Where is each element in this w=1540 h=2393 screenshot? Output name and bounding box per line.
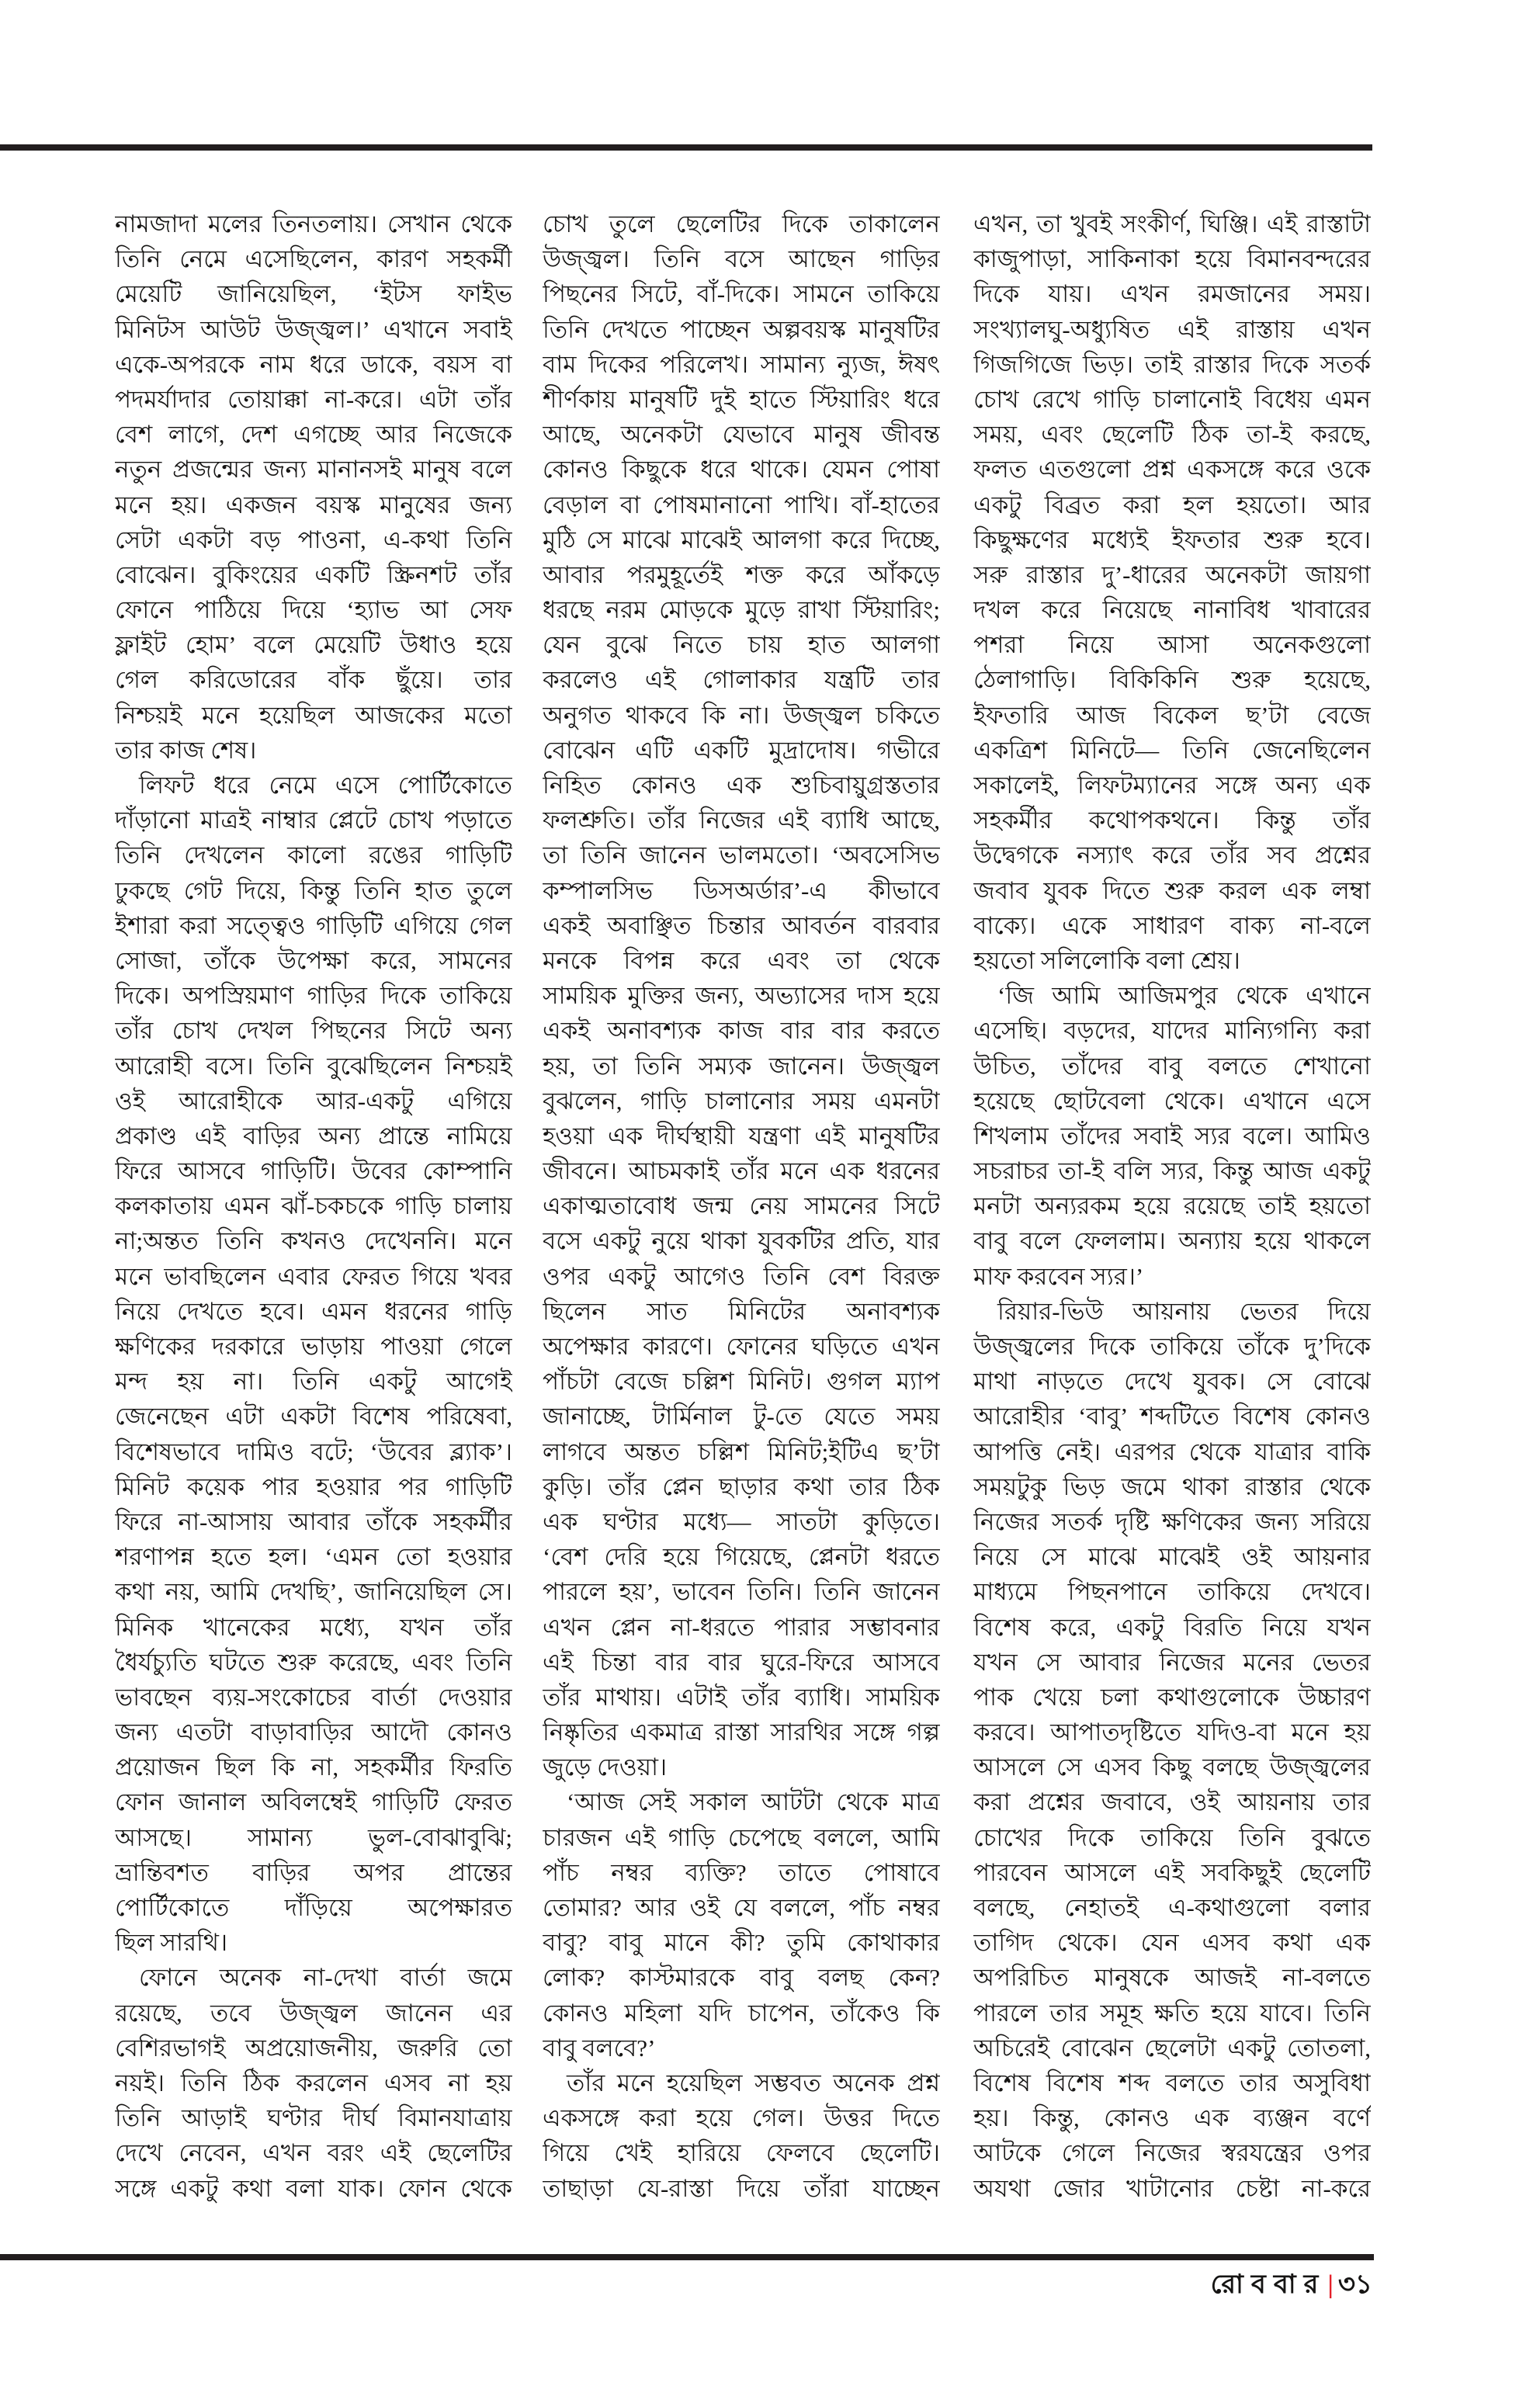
text-line: মনকে বিপন্ন করে এবং তা থেকে	[543, 946, 940, 974]
text-line: মিনিটস আউট উজ্জ্বল।’ এখানে সবাই	[115, 315, 512, 343]
text-line: নিয়ে সে মাঝে মাঝেই ওই আয়নার	[973, 1543, 1371, 1571]
text-line: ফ্লাইট হোম’ বলে মেয়েটি উধাও হয়ে	[115, 631, 512, 659]
text-line: নিশ্চয়ই মনে হয়েছিল আজকের মতো	[115, 701, 512, 729]
footer-divider: |	[1327, 2270, 1334, 2299]
text-line: নিহিত কোনও এক শুচিবায়ুগ্রস্ততার	[543, 772, 940, 799]
text-line: ফোন জানাল অবিলম্বেই গাড়িটি ফেরত	[115, 1788, 512, 1816]
text-line: সহকর্মীর কথোপকথনে। কিন্তু তাঁর	[973, 806, 1371, 834]
magazine-name: রোববার	[1210, 2270, 1327, 2299]
text-line: উদ্বেগকে নস্যাৎ করে তাঁর সব প্রশ্নের	[973, 841, 1371, 869]
text-line: পোর্টিকোতে দাঁড়িয়ে অপেক্ষারত	[115, 1894, 512, 1921]
text-line: মাফ করবেন স্যর।’	[973, 1262, 1144, 1290]
text-line: বোঝেন। বুকিংয়ের একটি স্ক্রিনশট তাঁর	[115, 560, 512, 588]
text-line: সাময়িক মুক্তির জন্য, অভ্যাসের দাস হয়ে	[543, 982, 940, 1010]
text-line: জবাব যুবক দিতে শুরু করল এক লম্বা	[973, 876, 1371, 904]
text-line: ঠেলাগাড়ি। বিকিকিনি শুরু হয়েছে,	[973, 666, 1371, 694]
text-line: দেখে নেবেন, এখন বরং এই ছেলেটির	[115, 2139, 512, 2167]
text-line: জুড়ে দেওয়া।	[543, 1753, 668, 1781]
text-line: বাম দিকের পরিলেখ। সামান্য ন্যুজ, ঈষৎ	[543, 350, 940, 378]
text-line: এসেছি। বড়দের, যাদের মান্যিগন্যি করা	[973, 1017, 1371, 1045]
page-footer	[0, 2268, 1372, 2302]
text-line: মনটা অন্যরকম হয়ে রয়েছে তাই হয়তো	[973, 1192, 1371, 1220]
text-line: রিয়ার-ভিউ আয়নায় ভেতর দিয়ে	[973, 1297, 1371, 1325]
text-line: তাগিদ থেকে। যেন এসব কথা এক	[973, 1929, 1371, 1957]
text-line: অযথা জোর খাটানোর চেষ্টা না-করে	[973, 2174, 1371, 2202]
text-line: ক্ষণিকের দরকারে ভাড়ায় পাওয়া গেলে	[115, 1333, 512, 1360]
text-column-right	[973, 206, 1371, 2225]
text-line: মাধ্যমে পিছনপানে তাকিয়ে দেখবে।	[973, 1578, 1371, 1606]
text-line: যখন সে আবার নিজের মনের ভেতর	[973, 1648, 1371, 1676]
text-line: বলছে, নেহাতই এ-কথাগুলো বলার	[973, 1894, 1371, 1921]
text-line: পদমর্যাদার তোয়াক্কা না-করে। এটা তাঁর	[115, 385, 512, 413]
text-line: উচিত, তাঁদের বাবু বলতে শেখানো	[973, 1052, 1371, 1080]
text-line: অচিরেই বোঝেন ছেলেটা একটু তোতলা,	[973, 2034, 1371, 2062]
text-line: জীবনে। আচমকাই তাঁর মনে এক ধরনের	[543, 1157, 940, 1185]
text-column-middle	[543, 206, 940, 2225]
text-line: সচরাচর তা-ই বলি স্যর, কিন্তু আজ একটু	[973, 1157, 1371, 1185]
text-line: জন্য এতটা বাড়াবাড়ির আদৌ কোনও	[115, 1718, 512, 1746]
text-line: তাঁর চোখ দেখল পিছনের সিটে অন্য	[115, 1017, 512, 1045]
bottom-rule	[0, 2254, 1374, 2260]
text-line: কলকাতায় এমন ঝাঁ-চকচকে গাড়ি চালায়	[115, 1192, 512, 1220]
text-line: যেন বুঝে নিতে চায় হাত আলগা	[543, 631, 940, 659]
text-line: ফোনে পাঠিয়ে দিয়ে ‘হ্যাভ আ সেফ	[115, 596, 512, 624]
text-line: করলেও এই গোলাকার যন্ত্রটি তার	[543, 666, 940, 694]
text-line: তাঁর মনে হয়েছিল সম্ভবত অনেক প্রশ্ন	[543, 2069, 940, 2096]
text-line: বিশেষ করে, একটু বিরতি নিয়ে যখন	[973, 1613, 1371, 1641]
text-line: হয়। কিন্তু, কোনও এক ব্যঞ্জন বর্ণে	[973, 2104, 1371, 2132]
text-line: লাগবে অন্তত চল্লিশ মিনিট;ইটিএ ছ’টা	[543, 1438, 940, 1465]
text-line: মেয়েটি জানিয়েছিল, ‘ইটস ফাইভ	[115, 280, 512, 308]
text-line: মনে হয়। একজন বয়স্ক মানুষের জন্য	[115, 491, 512, 518]
text-line: অনুগত থাকবে কি না। উজ্জ্বল চকিতে	[543, 701, 940, 729]
text-line: হওয়া এক দীর্ঘস্থায়ী যন্ত্রণা এই মানুষটির	[543, 1122, 940, 1150]
text-line: তা তিনি জানেন ভালমতো। ‘অবসেসিভ	[543, 841, 940, 869]
text-line: মুঠি সে মাঝে মাঝেই আলগা করে দিচ্ছে,	[543, 525, 940, 553]
text-line: তাছাড়া যে-রাস্তা দিয়ে তাঁরা যাচ্ছেন	[543, 2174, 940, 2202]
page-number: ৩১	[1337, 2270, 1372, 2299]
text-line: লোক? কাস্টমারকে বাবু বলছ কেন?	[543, 1964, 940, 1992]
text-line: একই অনাবশ্যক কাজ বার বার করতে	[543, 1017, 940, 1045]
text-line: পাঁচ নম্বর ব্যক্তি? তাতে পোষাবে	[543, 1858, 940, 1886]
text-line: আরোহী বসে। তিনি বুঝেছিলেন নিশ্চয়ই	[115, 1052, 512, 1080]
text-line: কোনও কিছুকে ধরে থাকে। যেমন পোষা	[543, 456, 940, 484]
text-line: আছে, অনেকটা যেভাবে মানুষ জীবন্ত	[543, 421, 940, 449]
text-line: করা প্রশ্নের জবাবে, ওই আয়নায় তার	[973, 1788, 1371, 1816]
text-line: আটকে গেলে নিজের স্বরযন্ত্রের ওপর	[973, 2139, 1371, 2167]
text-line: পারবেন আসলে এই সবকিছুই ছেলেটি	[973, 1858, 1371, 1886]
text-line: ছিল সারথি।	[115, 1929, 228, 1957]
text-line: আবার পরমুহূর্তেই শক্ত করে আঁকড়ে	[543, 560, 940, 588]
text-column-left	[115, 206, 512, 2225]
text-line: পারলে তার সমূহ ক্ষতি হয়ে যাবে। তিনি	[973, 1999, 1371, 2027]
text-line: দিকে। অপস্রিয়মাণ গাড়ির দিকে তাকিয়ে	[115, 982, 512, 1010]
text-line: তোমার? আর ওই যে বললে, পাঁচ নম্বর	[543, 1894, 940, 1921]
text-line: মন্দ হয় না। তিনি একটু আগেই	[115, 1368, 512, 1396]
text-line: কোনও মহিলা যদি চাপেন, তাঁকেও কি	[543, 1999, 940, 2027]
text-line: একসঙ্গে করা হয়ে গেল। উত্তর দিতে	[543, 2104, 940, 2132]
text-line: এখন, তা খুবই সংকীর্ণ, ঘিঞ্জি। এই রাস্তাটা	[973, 210, 1371, 238]
text-line: উজ্জ্বল। তিনি বসে আছেন গাড়ির	[543, 245, 940, 273]
text-line: বিশেষ বিশেষ শব্দ বলতে তার অসুবিধা	[973, 2069, 1371, 2096]
text-line: চোখের দিকে তাকিয়ে তিনি বুঝতে	[973, 1823, 1371, 1851]
text-line: জেনেছেন এটা একটা বিশেষ পরিষেবা,	[115, 1403, 512, 1431]
text-line: বেশ লাগে, দেশ এগচ্ছে আর নিজেকে	[115, 421, 512, 449]
text-line: হয়, তা তিনি সম্যক জানেন। উজ্জ্বল	[543, 1052, 940, 1080]
text-line: নিয়ে দেখতে হবে। এমন ধরনের গাড়ি	[115, 1297, 512, 1325]
text-line: চোখ রেখে গাড়ি চালানোই বিধেয় এমন	[973, 385, 1371, 413]
text-line: সরু রাস্তার দু’-ধারের অনেকটা জায়গা	[973, 560, 1371, 588]
text-line: গেল করিডোরের বাঁক ছুঁয়ে। তার	[115, 666, 512, 694]
text-line: ধরছে নরম মোড়কে মুড়ে রাখা স্টিয়ারিং;	[543, 596, 940, 624]
text-line: ফলশ্রুতি। তাঁর নিজের এই ব্যাধি আছে,	[543, 806, 940, 834]
text-line: নতুন প্রজন্মের জন্য মানানসই মানুষ বলে	[115, 456, 512, 484]
text-line: জানাচ্ছে, টার্মিনাল টু-তে যেতে সময়	[543, 1403, 940, 1431]
text-line: ‘বেশ দেরি হয়ে গিয়েছে, প্লেনটা ধরতে	[543, 1543, 940, 1571]
text-line: ফোনে অনেক না-দেখা বার্তা জমে	[115, 1964, 512, 1992]
text-line: ইশারা করা সত্ত্বেও গাড়িটি এগিয়ে গেল	[115, 911, 512, 939]
text-line: তাঁর মাথায়। এটাই তাঁর ব্যাধি। সাময়িক	[543, 1683, 940, 1711]
text-line: একে-অপরকে নাম ধরে ডাকে, বয়স বা	[115, 350, 512, 378]
text-line: প্রয়োজন ছিল কি না, সহকর্মীর ফিরতি	[115, 1753, 512, 1781]
text-line: ঢুকছে গেট দিয়ে, কিন্তু তিনি হাত তুলে	[115, 876, 512, 904]
text-line: বাবু বলে ফেললাম। অন্যায় হয়ে থাকলে	[973, 1227, 1371, 1255]
text-line: কাজুপাড়া, সাকিনাকা হয়ে বিমানবন্দরের	[973, 245, 1371, 273]
text-line: ফিরে আসবে গাড়িটি। উবের কোম্পানি	[115, 1157, 512, 1185]
text-line: একাত্মতাবোধ জন্ম নেয় সামনের সিটে	[543, 1192, 940, 1220]
text-line: দখল করে নিয়েছে নানাবিধ খাবারের	[973, 596, 1371, 624]
text-line: উজ্জ্বলের দিকে তাকিয়ে তাঁকে দু’দিকে	[973, 1333, 1371, 1360]
text-line: একত্রিশ মিনিটে— তিনি জেনেছিলেন	[973, 736, 1371, 764]
text-line: আসছে। সামান্য ভুল-বোঝাবুঝি;	[115, 1823, 512, 1851]
text-line: নিজের সতর্ক দৃষ্টি ক্ষণিকের জন্য সরিয়ে	[973, 1507, 1371, 1535]
text-line: বোঝেন এটি একটি মুদ্রাদোষ। গভীরে	[543, 736, 940, 764]
text-line: ছিলেন সাত মিনিটের অনাবশ্যক	[543, 1297, 940, 1325]
text-line: নামজাদা মলের তিনতলায়। সেখান থেকে	[115, 210, 512, 238]
text-line: তিনি দেখলেন কালো রঙের গাড়িটি	[115, 841, 512, 869]
text-line: প্রকাণ্ড এই বাড়ির অন্য প্রান্তে নামিয়ে	[115, 1122, 512, 1150]
text-line: ভ্রান্তিবশত বাড়ির অপর প্রান্তের	[115, 1858, 512, 1886]
text-line: হয়েছে ছোটবেলা থেকে। এখানে এসে	[973, 1087, 1371, 1115]
text-line: ওই আরোহীকে আর-একটু এগিয়ে	[115, 1087, 512, 1115]
text-line: দাঁড়ানো মাত্রই নাম্বার প্লেটে চোখ পড়াতে	[115, 806, 512, 834]
text-line: মিনিট কয়েক পার হওয়ার পর গাড়িটি	[115, 1472, 512, 1500]
text-line: এক ঘণ্টার মধ্যে— সাতটা কুড়িতে।	[543, 1507, 940, 1535]
text-line: কুড়ি। তাঁর প্লেন ছাড়ার কথা তার ঠিক	[543, 1472, 940, 1500]
text-line: সময়, এবং ছেলেটি ঠিক তা-ই করছে,	[973, 421, 1371, 449]
text-line: শিখলাম তাঁদের সবাই স্যর বলে। আমিও	[973, 1122, 1371, 1150]
text-line: নয়ই। তিনি ঠিক করলেন এসব না হয়	[115, 2069, 512, 2096]
text-line: মনে ভাবছিলেন এবার ফেরত গিয়ে খবর	[115, 1262, 512, 1290]
text-line: নিষ্কৃতির একমাত্র রাস্তা সারথির সঙ্গে গল্প	[543, 1718, 940, 1746]
text-line: ওপর একটু আগেও তিনি বেশ বিরক্ত	[543, 1262, 940, 1290]
text-line: বাবু বলবে?’	[543, 2034, 656, 2062]
text-line: বেশিরভাগই অপ্রয়োজনীয়, জরুরি তো	[115, 2034, 512, 2062]
text-line: চোখ তুলে ছেলেটির দিকে তাকালেন	[543, 210, 940, 238]
text-line: দিকে যায়। এখন রমজানের সময়।	[973, 280, 1371, 308]
text-line: তিনি দেখতে পাচ্ছেন অল্পবয়স্ক মানুষটির	[543, 315, 940, 343]
text-line: একটু বিব্রত করা হল হয়তো। আর	[973, 491, 1371, 518]
text-line: না;অন্তত তিনি কখনও দেখেননি। মনে	[115, 1227, 512, 1255]
text-line: বাবু? বাবু মানে কী? তুমি কোথাকার	[543, 1929, 940, 1957]
text-line: গিজগিজে ভিড়। তাই রাস্তার দিকে সতর্ক	[973, 350, 1371, 378]
text-line: কথা নয়, আমি দেখছি’, জানিয়েছিল সে।	[115, 1578, 512, 1606]
text-line: বিশেষভাবে দামিও বটে; ‘উবের ব্ল্যাক’।	[115, 1438, 512, 1465]
text-line: গিয়ে খেই হারিয়ে ফেলবে ছেলেটি।	[543, 2139, 940, 2167]
text-line: আপত্তি নেই। এরপর থেকে যাত্রার বাকি	[973, 1438, 1371, 1465]
text-line: কিছুক্ষণের মধ্যেই ইফতার শুরু হবে।	[973, 525, 1371, 553]
text-line: সংখ্যালঘু-অধ্যুষিত এই রাস্তায় এখন	[973, 315, 1371, 343]
text-line: হয়তো সলিলোকি বলা শ্রেয়।	[973, 946, 1240, 974]
text-line: তার কাজ শেষ।	[115, 736, 257, 764]
top-rule	[0, 144, 1372, 151]
text-line: বেড়াল বা পোষমানানো পাখি। বাঁ-হাতের	[543, 491, 940, 518]
text-line: পাক খেয়ে চলা কথাগুলোকে উচ্চারণ	[973, 1683, 1371, 1711]
text-line: পাঁচটা বেজে চল্লিশ মিনিট। গুগল ম্যাপ	[543, 1368, 940, 1396]
text-line: তিনি নেমে এসেছিলেন, কারণ সহকর্মী	[115, 245, 512, 273]
text-line: সঙ্গে একটু কথা বলা যাক। ফোন থেকে	[115, 2174, 512, 2202]
text-line: একই অবাঞ্ছিত চিন্তার আবর্তন বারবার	[543, 911, 940, 939]
text-line: বাক্যে। একে সাধারণ বাক্য না-বলে	[973, 911, 1371, 939]
text-line: সকালেই, লিফটম্যানের সঙ্গে অন্য এক	[973, 772, 1371, 799]
text-line: আরোহীর ‘বাবু’ শব্দটিতে বিশেষ কোনও	[973, 1403, 1371, 1431]
text-line: মিনিক খানেকের মধ্যে, যখন তাঁর	[115, 1613, 512, 1641]
text-line: পিছনের সিটে, বাঁ-দিকে। সামনে তাকিয়ে	[543, 280, 940, 308]
text-line: পারলে হয়’, ভাবেন তিনি। তিনি জানেন	[543, 1578, 940, 1606]
text-line: সেটা একটা বড় পাওনা, এ-কথা তিনি	[115, 525, 512, 553]
text-line: অপরিচিত মানুষকে আজই না-বলতে	[973, 1964, 1371, 1992]
text-line: বুঝলেন, গাড়ি চালানোর সময় এমনটা	[543, 1087, 940, 1115]
text-line: ভাবছেন ব্যয়-সংকোচের বার্তা দেওয়ার	[115, 1683, 512, 1711]
text-line: করবে। আপাতদৃষ্টিতে যদিও-বা মনে হয়	[973, 1718, 1371, 1746]
text-line: আসলে সে এসব কিছু বলছে উজ্জ্বলের	[973, 1753, 1371, 1781]
text-line: সোজা, তাঁকে উপেক্ষা করে, সামনের	[115, 946, 512, 974]
text-line: তিনি আড়াই ঘণ্টার দীর্ঘ বিমানযাত্রায়	[115, 2104, 512, 2132]
text-line: মাথা নাড়তে দেখে যুবক। সে বোঝে	[973, 1368, 1371, 1396]
text-line: এই চিন্তা বার বার ঘুরে-ফিরে আসবে	[543, 1648, 940, 1676]
text-line: লিফট ধরে নেমে এসে পোর্টিকোতে	[115, 772, 512, 799]
text-line: ফলত এতগুলো প্রশ্ন একসঙ্গে করে ওকে	[973, 456, 1371, 484]
text-line: কম্পালসিভ ডিসঅর্ডার’-এ কীভাবে	[543, 876, 940, 904]
text-line: শরণাপন্ন হতে হল। ‘এমন তো হওয়ার	[115, 1543, 512, 1571]
text-line: ইফতারি আজ বিকেল ছ’টা বেজে	[973, 701, 1371, 729]
text-line: রয়েছে, তবে উজ্জ্বল জানেন এর	[115, 1999, 512, 2027]
text-line: চারজন এই গাড়ি চেপেছে বললে, আমি	[543, 1823, 940, 1851]
text-line: ‘জি আমি আজিমপুর থেকে এখানে	[973, 982, 1371, 1010]
text-line: পশরা নিয়ে আসা অনেকগুলো	[973, 631, 1371, 659]
text-line: ধৈর্যচ্যুতি ঘটতে শুরু করেছে, এবং তিনি	[115, 1648, 512, 1676]
text-line: এখন প্লেন না-ধরতে পারার সম্ভাবনার	[543, 1613, 940, 1641]
text-line: ফিরে না-আসায় আবার তাঁকে সহকর্মীর	[115, 1507, 512, 1535]
text-line: ‘আজ সেই সকাল আটটা থেকে মাত্র	[543, 1788, 940, 1816]
text-line: শীর্ণকায় মানুষটি দুই হাতে স্টিয়ারিং ধরে	[543, 385, 940, 413]
text-line: সময়টুকু ভিড় জমে থাকা রাস্তার থেকে	[973, 1472, 1371, 1500]
text-line: বসে একটু নুয়ে থাকা যুবকটির প্রতি, যার	[543, 1227, 940, 1255]
text-line: অপেক্ষার কারণে। ফোনের ঘড়িতে এখন	[543, 1333, 940, 1360]
